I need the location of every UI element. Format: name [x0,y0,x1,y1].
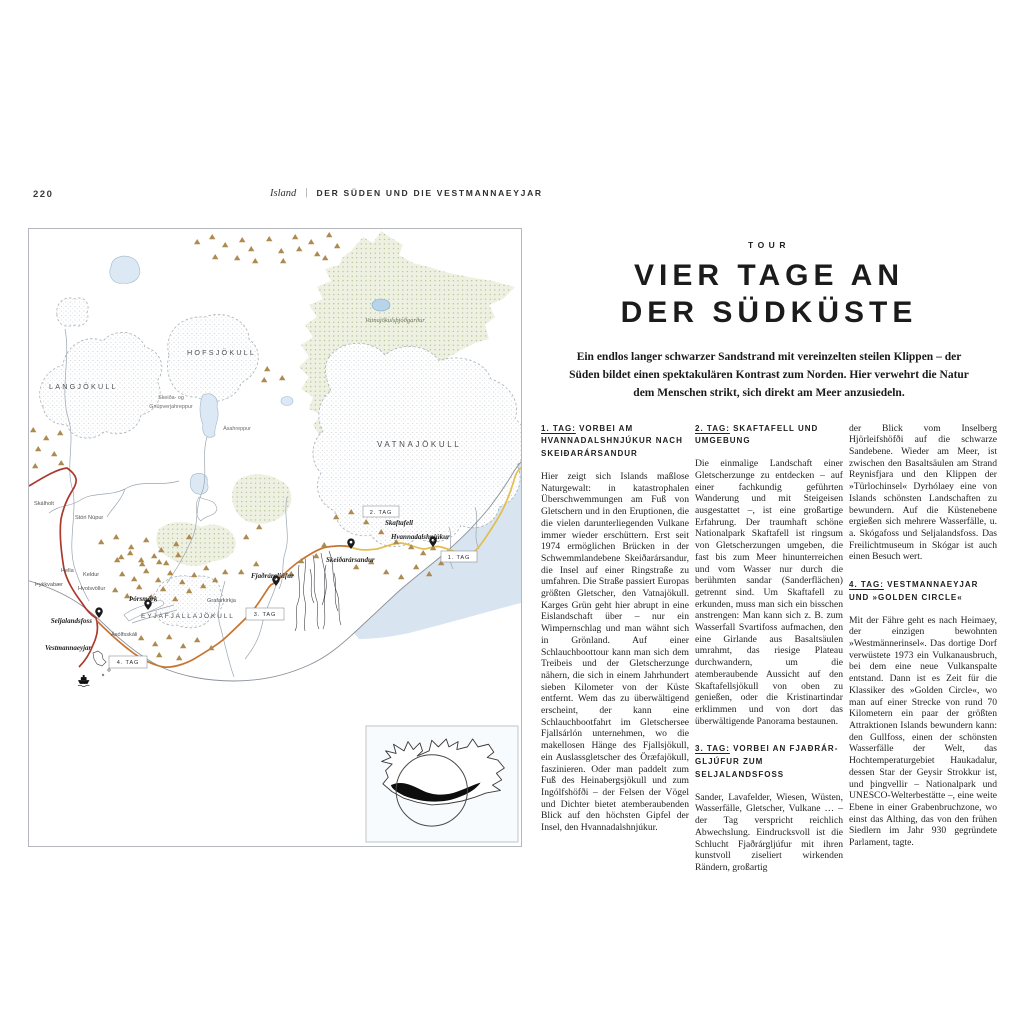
lake [190,473,208,494]
map-label-skalholt: Skálholt [34,501,54,507]
map-label-hvannadalshnjukur: Hvannadalshnjúkur [391,533,450,541]
small-glacier [57,298,88,326]
chapter-title: DER SÜDEN UND DIE VESTMANNAEYJAR [316,188,543,198]
map-label-thykkvibaer: Þykkvabær [35,582,63,588]
tag-day4: 4. TAG [116,660,140,667]
map-label-national-park: Vatnajökulsþjóðgarður [365,317,425,324]
map-label-skaftafell: Skaftafell [385,519,413,527]
day4-body: Mit der Fähre geht es nach Heimaey, der einzigen bewohnten »Westmännerinsel«. Das dortige Dorf verwüstete 1973 ein Vulkanausbruch, bei dem eine neue Vulkanspalte entstand. Dann ist es Zeit für die Klassiker des »Golden Circle«, wo man auf einer Strecke von rund 70 Kilometern ein paar der größten Attraktionen Islands bewundern kann: den Gullfoss, einen der schönsten Wasserfälle der Welt, das Hochtemperaturgebiet Haukadalur, dessen Star der Geysir Strokkur ist, und þingvellir – Nationalpark und UNESCO-Welterbestätte –, eine weite Ebene in einer Grabenbruchzone, wo einst das Althing, das von den frühen Siedlern im Jahr 930 gegründete Parlament, tagte. [849,614,997,849]
map-label-skeida-og: Skeiða- og [158,395,184,401]
book-title: Island [270,188,297,199]
park-lake [372,299,390,311]
map-label-eyjafjallajokull: EYJAFJALLAJÖKULL [141,613,235,620]
tag-day2: 2. TAG [369,509,393,516]
map-label-hofsjokull: HOFSJÖKULL [187,348,257,357]
highland-green-patch [232,474,291,524]
day4-heading-prefix: 4. TAG: [849,580,884,590]
day2-heading-prefix: 2. TAG: [695,423,730,433]
day4-heading [849,579,997,605]
map-label-fjadrargljufur: Fjaðrárgljúfur [251,572,294,580]
islet [102,674,104,676]
map-label-vatnajokull: VATNAJÖKULL [377,440,462,449]
header-divider: | [305,186,308,198]
pin-seljalandsfoss [95,607,102,618]
hofsjokull-glacier [168,314,259,401]
heimaey-island [93,651,106,666]
tag-day3: 3. TAG [253,612,277,619]
map-label-langjokull: LANGJÖKULL [49,382,118,391]
route-day3-line [97,546,351,667]
map-label-vestmannaeyjar: Vestmannaeyjar [45,644,92,652]
running-header [270,187,543,199]
column-2 [695,423,843,890]
title-line-1: VIER TAGE AN [633,259,904,292]
day3-heading-rest: VORBEI AN FJAÐRÁRGLJÚFUR ZUM SELJALANDSFOSS [695,744,838,779]
lake [281,397,293,406]
map-label-grafarkirkja: Grafarkirkja [207,598,236,604]
map-label-asolfsskali: Ásólfsskáli [111,632,138,638]
lake [110,256,140,283]
tag-day1: 1. TAG [447,554,471,561]
map-canvas [29,229,521,846]
map-label-hella: Hella [61,568,74,574]
map-label-thorsmork: Þórsmörk [129,595,158,603]
column-3 [849,423,997,890]
day1-heading [541,423,689,461]
day3-heading-prefix: 3. TAG: [695,744,730,754]
day4-heading-rest: VESTMANNAEYJAR UND »GOLDEN CIRCLE« [849,580,979,602]
map-label-asahreppur: Ásahreppur [223,426,251,432]
day3-body: Sander, Lavafelder, Wiesen, Wüsten, Wasserfälle, Gletscher, Vulkane … – der Tag verspricht reichlich Abwechslung. Eindrucksvoll ist die Schlucht Fjaðrárgljúfur mit ihren kunstvoll ziseliert wirkenden Rändern, großartig [695,791,843,873]
map-label-keldur: Keldur [83,572,100,578]
south-coast-map [28,228,522,847]
map-label-skeidararsandur: Skeiðarársandur [326,556,375,564]
article-columns [541,423,997,890]
map-label-storinupur: Stóri Núpur [75,515,104,521]
lake [200,394,218,438]
day3-body-continued: der Blick vom Inselberg Hjörleifshöfði auf die schwarze Sandebene. Wieder am Meer, ist zwischen den Basaltsäulen am Strand Reynisfjara und den Klippen der »Türlochinsel« Dyrhólaey eine von Islands schönsten Landschaften zu bewundern. Auf die Küstenebene ergießen sich mehrere Wasserfälle, u. a. Skógafoss und Seljalandsfoss. Das Freilichtmuseum in Skógar ist auch einen Besuch wert. [849,422,997,563]
day3-heading [695,743,843,781]
day1-heading-prefix: 1. TAG: [541,423,576,433]
islet [108,669,110,671]
map-label-seljalandsfoss: Seljalandsfoss [50,617,92,625]
day2-heading [695,423,843,449]
highland-green-patch [156,522,236,566]
day2-body: Die einmalige Landschaft einer Gletscherzunge zu entdecken – auf einer fachkundig geführten Wanderung und mit Steigeisen ausgestattet –, ist eine großartige Erfahrung. Der traumhaft schöne Nationalpark Skaftafell ist ringsum von Gletscherzungen umgeben, die fast bis zum Meer hinunterreichen und vom Wasser nur durch die berühmten sandar (Sanderflächen) getrennt sind. Um Skaftafell zu erkunden, muss man sich ein bisschen anstrengen: Man kann sich z. B. zum Wasserfall Svartifoss aufmachen, den eine Girlande aus Basaltsäulen umrahmt, das riesige Plateau durchwandern, um die atemberaubende Aussicht auf den Skaftafellsjökull von oben zu genießen, oder die Kristinartindar erklimmen und von dort das überwältigende Panorama bestaunen. [695,458,843,727]
column-1 [541,423,689,890]
page-number: 220 [33,189,54,200]
day1-heading-rest: VORBEI AM HVANNADALSHNJÚKUR NACH SKEIÐARÁRSANDUR [541,423,683,459]
map-label-hvolsvollur: Hvolsvöllur [78,586,106,592]
tour-article [541,240,997,890]
day2-heading-rest: SKAFTAFELL UND UMGEBUNG [695,423,819,446]
inset-map [366,726,518,842]
article-intro: Ein endlos langer schwarzer Sandstrand mit vereinzelten steilen Klippen – der Süden bildet einen spektakulären Kontrast zum Norden. Hier verwehrt die Natur dem Menschen strikt, sich direkt am Meer anzusiedeln. [569,351,969,399]
map-label-gnupverjahreppur: Gnúpverjahreppur [149,404,193,410]
day1-body: Hier zeigt sich Islands maßlose Naturgewalt: in katastrophalen Überschwemmungen am Fuß von Gletschern und in den Eruptionen, die die vielen darunterliegenden Vulkane immer wieder erschüttern. Erst seit 1974 ermöglichen Brücken in der Schwemmlandebene Skeiðarársandur, die Insel auf einer Ringstraße zu umfahren. Die Straße passiert Europas größten Gletscher, den Vatnajökull. Karges Grün geht hier abrupt in eine Eislandschaft über – nur ein Wimpernschlag und man wähnt sich in Grönland. Auf einer Schlauchboottour kann man sich dem Treibeis und der Gletscherzunge nähern, die sich in einem Jahrhundert sieben Kilometer von der Küste entfernt. Wem das zu überwältigend erscheint, der kann eine Schlauchbootfahrt im Gletschersee Fjallsárlón unternehmen, wo die makellosen Hänge des Fjallsjökull, ein Auslassgletscher des Öræfajökull, faszinieren. Oder man paddelt zum Fuß des Heinabergsjökull und zum Ingólfshöfði – der Felsen der Vögel und Dichter bietet atemberaubenden Blick auf den höchsten Gipfel der Insel, den Hvannadalshnjúkur. [541,471,689,834]
title-line-2: DER SÜDKÜSTE [620,295,918,329]
article-title [541,258,997,331]
article-kicker: TOUR [748,240,790,250]
ferry-icon [78,675,89,687]
